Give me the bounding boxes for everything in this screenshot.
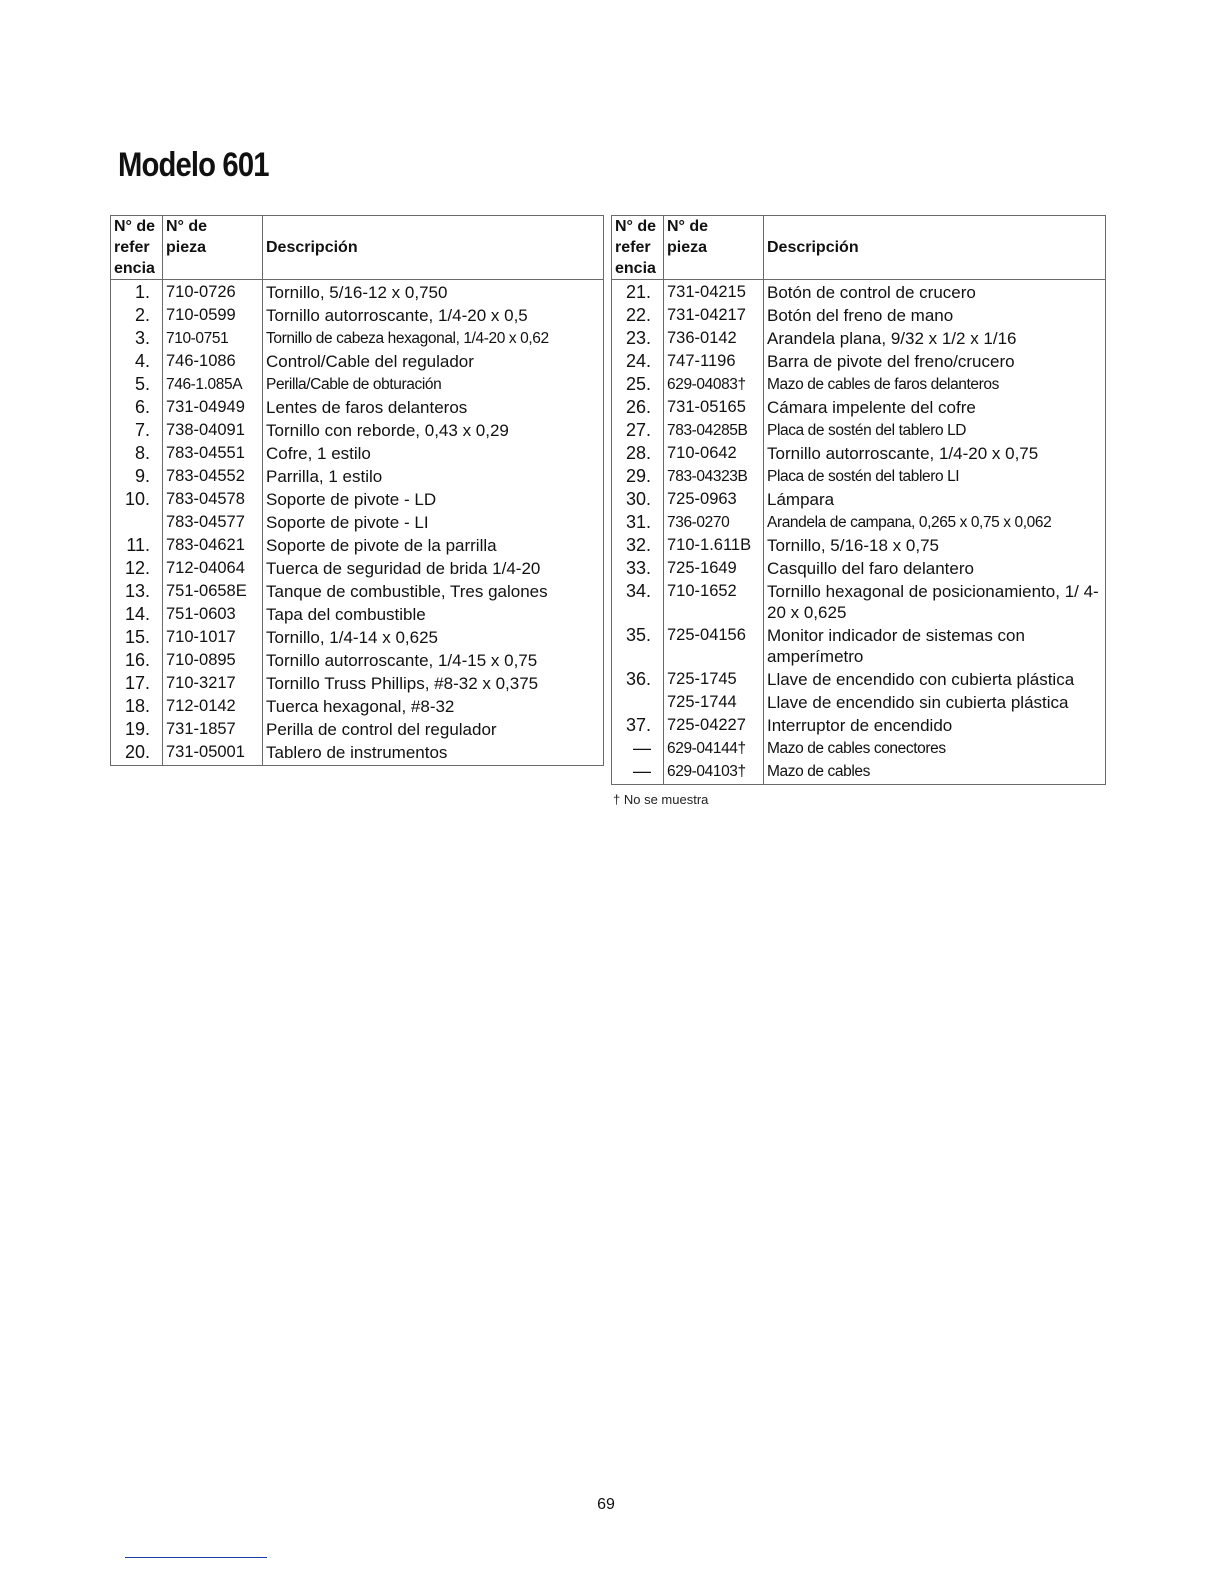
description-cell: Mazo de cables conectores: [764, 737, 1106, 760]
reference-cell: 9.: [111, 465, 163, 488]
table-row: [111, 718, 604, 741]
reference-cell: [612, 691, 664, 714]
part-number-cell: 710-3217: [163, 672, 263, 695]
part-number-cell: 783-04577: [163, 511, 263, 534]
table-body-left: [111, 280, 604, 766]
table-row: [612, 396, 1106, 419]
footnote: † No se muestra: [613, 792, 709, 807]
header-ref-line: N° de: [615, 218, 657, 235]
description-cell: Perilla de control del regulador: [263, 718, 604, 741]
reference-cell: 31.: [612, 511, 664, 534]
part-number-cell: 783-04551: [163, 442, 263, 465]
description-cell: Casquillo del faro delantero: [764, 557, 1106, 580]
reference-cell: 25.: [612, 373, 664, 396]
header-ref-line: encia: [615, 260, 656, 277]
table-row: [612, 304, 1106, 327]
table-row: [612, 714, 1106, 737]
part-number-cell: 731-04949: [163, 396, 263, 419]
part-number-cell: 710-0895: [163, 649, 263, 672]
description-cell: Arandela plana, 9/32 x 1/2 x 1/16: [764, 327, 1106, 350]
description-cell: Placa de sostén del tablero LI: [764, 465, 1106, 488]
reference-cell: 36.: [612, 668, 664, 691]
part-number-cell: 783-04578: [163, 488, 263, 511]
reference-cell: 17.: [111, 672, 163, 695]
table-row: [111, 488, 604, 511]
description-cell: Tornillo, 5/16-18 x 0,75: [764, 534, 1106, 557]
reference-cell: 15.: [111, 626, 163, 649]
table-row: [111, 396, 604, 419]
reference-cell: 18.: [111, 695, 163, 718]
part-number-cell: 710-0642: [664, 442, 764, 465]
table-row: [612, 280, 1106, 305]
table-row: [111, 649, 604, 672]
description-cell: Mazo de cables: [764, 760, 1106, 785]
description-cell: Tuerca hexagonal, #8-32: [263, 695, 604, 718]
header-part-line: pieza: [166, 239, 207, 256]
table-row: [111, 442, 604, 465]
table-row: [111, 557, 604, 580]
description-cell: Llave de encendido con cubierta plástica: [764, 668, 1106, 691]
part-number-cell: 710-1652: [664, 580, 764, 624]
reference-cell: 34.: [612, 580, 664, 624]
divider: [125, 1557, 267, 1558]
description-cell: Tablero de instrumentos: [263, 741, 604, 766]
reference-cell: 8.: [111, 442, 163, 465]
reference-cell: 16.: [111, 649, 163, 672]
part-number-cell: 731-04217: [664, 304, 764, 327]
description-cell: Interruptor de encendido: [764, 714, 1106, 737]
header-ref-line: encia: [114, 260, 155, 277]
description-cell: Tanque de combustible, Tres galones: [263, 580, 604, 603]
parts-table-right: [611, 215, 1106, 785]
part-number-cell: 710-1.611B: [664, 534, 764, 557]
part-number-cell: 629-04083†: [664, 373, 764, 396]
description-cell: Control/Cable del regulador: [263, 350, 604, 373]
description-cell: Barra de pivote del freno/crucero: [764, 350, 1106, 373]
table-body-right: [612, 280, 1106, 785]
reference-cell: 11.: [111, 534, 163, 557]
header-ref-line: refer: [114, 239, 150, 256]
part-number-cell: 731-05001: [163, 741, 263, 766]
reference-cell: 4.: [111, 350, 163, 373]
description-cell: Tornillo, 5/16-12 x 0,750: [263, 280, 604, 305]
table-row: [111, 419, 604, 442]
table-row: [612, 442, 1106, 465]
description-cell: Soporte de pivote - LD: [263, 488, 604, 511]
table-row: [612, 737, 1106, 760]
table-row: [612, 557, 1106, 580]
table-row: [111, 534, 604, 557]
description-cell: Placa de sostén del tablero LD: [764, 419, 1106, 442]
reference-cell: 19.: [111, 718, 163, 741]
part-number-cell: 710-0751: [163, 327, 263, 350]
table-row: [111, 695, 604, 718]
description-cell: Perilla/Cable de obturación: [263, 373, 604, 396]
part-number-cell: 725-04227: [664, 714, 764, 737]
table-row: [612, 534, 1106, 557]
reference-cell: 29.: [612, 465, 664, 488]
reference-cell: 23.: [612, 327, 664, 350]
table-row: [111, 741, 604, 766]
table-row: [612, 760, 1106, 785]
table-row: [612, 624, 1106, 668]
description-cell: Tuerca de seguridad de brida 1/4-20: [263, 557, 604, 580]
table-row: [111, 580, 604, 603]
part-number-cell: 731-04215: [664, 280, 764, 305]
table-header-row: [612, 216, 1106, 280]
reference-cell: 2.: [111, 304, 163, 327]
table-row: [612, 327, 1106, 350]
part-number-cell: 712-0142: [163, 695, 263, 718]
description-cell: Cámara impelente del cofre: [764, 396, 1106, 419]
part-number-cell: 731-1857: [163, 718, 263, 741]
description-cell: Botón del freno de mano: [764, 304, 1106, 327]
part-number-cell: 710-1017: [163, 626, 263, 649]
table-row: [612, 511, 1106, 534]
table-row: [111, 465, 604, 488]
part-number-cell: 725-1649: [664, 557, 764, 580]
reference-cell: 10.: [111, 488, 163, 511]
part-number-cell: 783-04285B: [664, 419, 764, 442]
description-cell: Botón de control de crucero: [764, 280, 1106, 305]
column-header-part-number: [664, 216, 764, 280]
part-number-cell: 712-04064: [163, 557, 263, 580]
part-number-cell: 629-04103†: [664, 760, 764, 785]
description-cell: Tornillo con reborde, 0,43 x 0,29: [263, 419, 604, 442]
reference-cell: 7.: [111, 419, 163, 442]
part-number-cell: 731-05165: [664, 396, 764, 419]
header-part-line: pieza: [667, 239, 708, 256]
reference-cell: 21.: [612, 280, 664, 305]
reference-cell: 3.: [111, 327, 163, 350]
description-cell: Tornillo hexagonal de posicionamiento, 1/ 4-20 x 0,625: [764, 580, 1106, 624]
description-cell: Lámpara: [764, 488, 1106, 511]
part-number-cell: 751-0603: [163, 603, 263, 626]
reference-cell: 14.: [111, 603, 163, 626]
description-cell: Monitor indicador de sistemas con amperímetro: [764, 624, 1106, 668]
reference-cell: 28.: [612, 442, 664, 465]
table-header-row: [111, 216, 604, 280]
part-number-cell: 736-0270: [664, 511, 764, 534]
part-number-cell: 725-04156: [664, 624, 764, 668]
part-number-cell: 783-04552: [163, 465, 263, 488]
part-number-cell: 725-0963: [664, 488, 764, 511]
table-row: [111, 350, 604, 373]
table-row: [612, 691, 1106, 714]
part-number-cell: 783-04323B: [664, 465, 764, 488]
reference-cell: [111, 511, 163, 534]
table-row: [111, 327, 604, 350]
reference-cell: 30.: [612, 488, 664, 511]
part-number-cell: 738-04091: [163, 419, 263, 442]
reference-cell: —: [612, 760, 664, 785]
reference-cell: 22.: [612, 304, 664, 327]
description-cell: Cofre, 1 estilo: [263, 442, 604, 465]
table-row: [111, 672, 604, 695]
part-number-cell: 747-1196: [664, 350, 764, 373]
part-number-cell: 736-0142: [664, 327, 764, 350]
header-part-line: N° de: [667, 218, 709, 235]
part-number-cell: 725-1745: [664, 668, 764, 691]
part-number-cell: 751-0658E: [163, 580, 263, 603]
reference-cell: 24.: [612, 350, 664, 373]
part-number-cell: 746-1.085A: [163, 373, 263, 396]
table-row: [612, 373, 1106, 396]
table-row: [111, 304, 604, 327]
column-header-description: Descripción: [263, 216, 604, 280]
table-row: [111, 626, 604, 649]
header-part-line: N° de: [166, 218, 208, 235]
part-number-cell: 710-0726: [163, 280, 263, 305]
reference-cell: 33.: [612, 557, 664, 580]
description-cell: Tornillo de cabeza hexagonal, 1/4-20 x 0,62: [263, 327, 604, 350]
reference-cell: 12.: [111, 557, 163, 580]
description-cell: Soporte de pivote - LI: [263, 511, 604, 534]
reference-cell: 5.: [111, 373, 163, 396]
parts-table-left: [110, 215, 604, 766]
reference-cell: 35.: [612, 624, 664, 668]
table-row: [612, 350, 1106, 373]
reference-cell: 26.: [612, 396, 664, 419]
table-row: [111, 603, 604, 626]
reference-cell: 27.: [612, 419, 664, 442]
page-number: 69: [597, 1496, 615, 1513]
description-cell: Arandela de campana, 0,265 x 0,75 x 0,062: [764, 511, 1106, 534]
description-cell: Tornillo, 1/4-14 x 0,625: [263, 626, 604, 649]
column-header-part-number: [163, 216, 263, 280]
page-title: Modelo 601: [118, 146, 269, 184]
part-number-cell: 783-04621: [163, 534, 263, 557]
reference-cell: 20.: [111, 741, 163, 766]
column-header-reference: [111, 216, 163, 280]
part-number-cell: 725-1744: [664, 691, 764, 714]
description-cell: Tornillo Truss Phillips, #8-32 x 0,375: [263, 672, 604, 695]
description-cell: Soporte de pivote de la parrilla: [263, 534, 604, 557]
description-cell: Parrilla, 1 estilo: [263, 465, 604, 488]
table-row: [612, 668, 1106, 691]
reference-cell: 32.: [612, 534, 664, 557]
table-row: [111, 280, 604, 305]
table-row: [612, 580, 1106, 624]
reference-cell: 6.: [111, 396, 163, 419]
description-cell: Tornillo autorroscante, 1/4-20 x 0,5: [263, 304, 604, 327]
header-ref-line: refer: [615, 239, 651, 256]
table-row: [612, 465, 1106, 488]
description-cell: Llave de encendido sin cubierta plástica: [764, 691, 1106, 714]
reference-cell: —: [612, 737, 664, 760]
header-ref-line: N° de: [114, 218, 156, 235]
table-row: [111, 511, 604, 534]
reference-cell: 1.: [111, 280, 163, 305]
part-number-cell: 629-04144†: [664, 737, 764, 760]
description-cell: Tornillo autorroscante, 1/4-15 x 0,75: [263, 649, 604, 672]
description-cell: Tornillo autorroscante, 1/4-20 x 0,75: [764, 442, 1106, 465]
table-row: [612, 419, 1106, 442]
description-cell: Mazo de cables de faros delanteros: [764, 373, 1106, 396]
table-row: [111, 373, 604, 396]
table-row: [612, 488, 1106, 511]
description-cell: Lentes de faros delanteros: [263, 396, 604, 419]
description-cell: Tapa del combustible: [263, 603, 604, 626]
reference-cell: 37.: [612, 714, 664, 737]
column-header-description: Descripción: [764, 216, 1106, 280]
part-number-cell: 746-1086: [163, 350, 263, 373]
column-header-reference: [612, 216, 664, 280]
part-number-cell: 710-0599: [163, 304, 263, 327]
reference-cell: 13.: [111, 580, 163, 603]
